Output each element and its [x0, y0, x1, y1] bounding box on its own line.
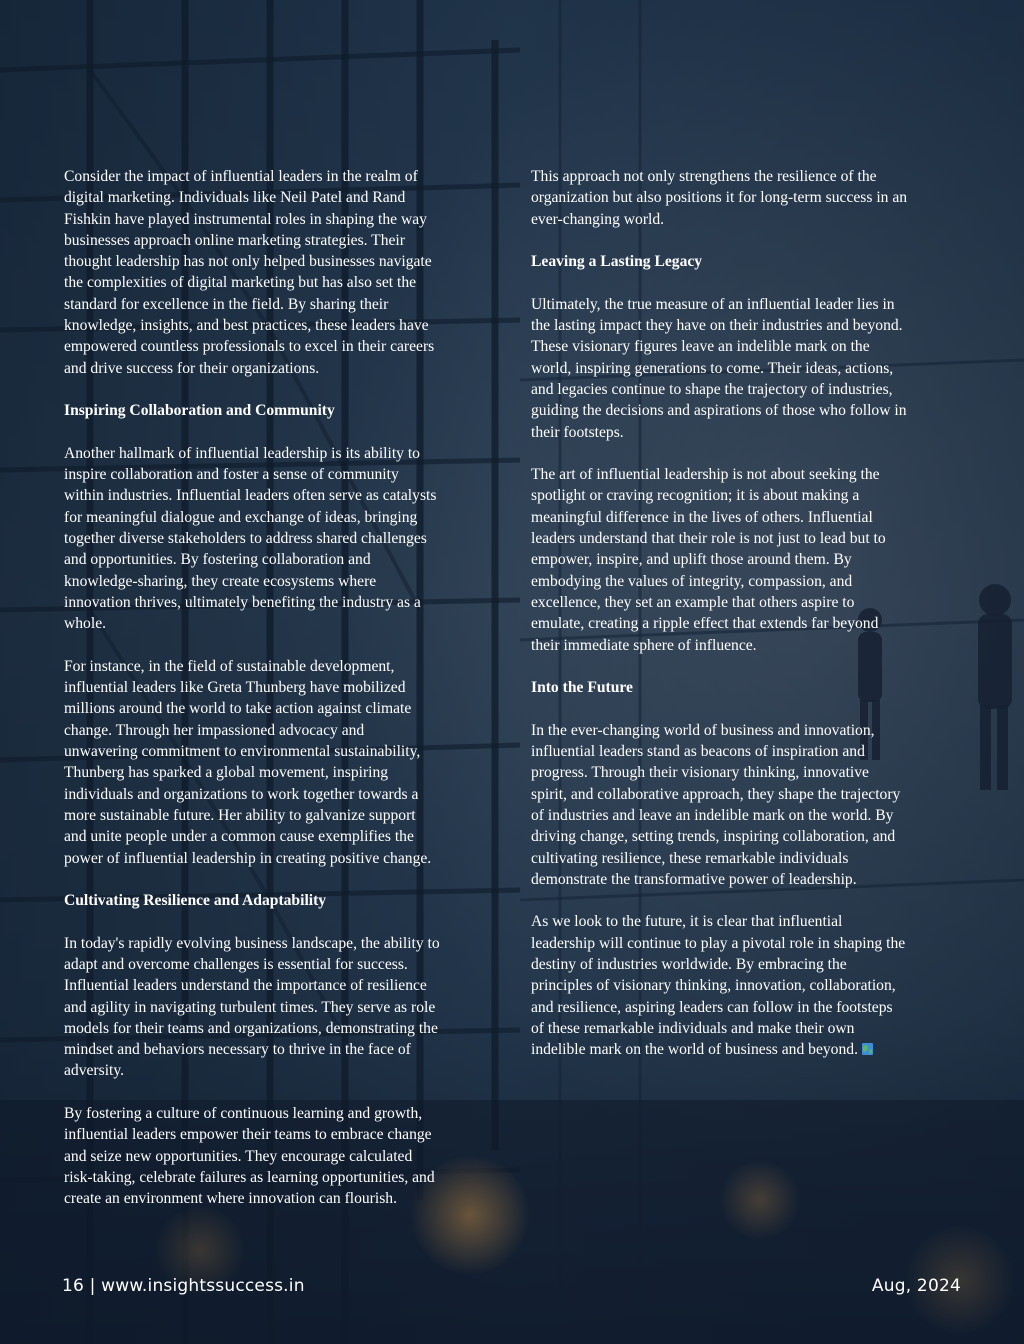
globe-emoji-icon [862, 1043, 873, 1055]
right-paragraph-3: The art of influential leadership is not about seeking the spotlight or craving recognition; it is about making a meaningful difference in the lives of others. Influential leaders understand that their role is not just to lead but to empower, inspire, and uplift those around them. By embodying the values of integrity, compassion, and excellence, they set an example that others aspire to emulate, creating a ripple effect that extends far beyond their immediate sphere of influence. [531, 466, 886, 654]
right-paragraph-2: Ultimately, the true measure of an influential leader lies in the lasting impact they have on their industries and beyond. These visionary figures leave an indelible mark on the world, inspiring generations to come. Their ideas, actions, and legacies continue to shape the trajectory of industries, guiding the decisions and aspirations of those who follow in their footsteps. [531, 295, 907, 441]
left-paragraph-4: In today's rapidly evolving business landscape, the ability to adapt and overcome challenges is essential for success. Influential leaders understand the importance of resilience and agility in navigating turbulent times. They serve as role models for their teams and organizations, demonstrating the mindset and behaviors necessary to thrive in the face of adversity. [64, 934, 440, 1080]
footer-date: Aug, 2024 [871, 1276, 961, 1296]
section-heading-collaboration: Inspiring Collaboration and Community [64, 402, 335, 420]
left-column [64, 166, 500, 1231]
footer-page-site: 16 | www.insightssuccess.in [62, 1276, 305, 1296]
section-heading-future: Into the Future [531, 679, 633, 697]
right-paragraph-1: This approach not only strengthens the resilience of the organization but also positions it for long-term success in an ever-changing world. [531, 168, 908, 228]
section-heading-resilience: Cultivating Resilience and Adaptability [64, 892, 327, 910]
left-paragraph-3: For instance, in the field of sustainable development, influential leaders like Greta Thunberg have mobilized millions around the world to take action against climate change. Through her impassioned advocacy and unwavering commitment to environmental sustainability, Thunberg has sparked a global movement, inspiring individuals and organizations to work together towards a more sustainable future. Her ability to galvanize support and unite people under a common cause exemplifies the power of influential leadership in creating positive change. [64, 657, 432, 867]
right-column [531, 166, 967, 1082]
right-paragraph-4: In the ever-changing world of business and innovation, influential leaders stand as beacons of inspiration and progress. Through their visionary thinking, innovative spirit, and collaborative approach, they shape the trajectory of industries and leave an indelible mark on the world. By driving change, setting trends, inspiring collaboration, and cultivating resilience, these remarkable individuals demonstrate the transformative power of leadership. [531, 721, 901, 888]
right-paragraph-5 [531, 911, 967, 1060]
section-heading-legacy: Leaving a Lasting Legacy [531, 253, 703, 271]
left-paragraph-2: Another hallmark of influential leadership is its ability to inspire collaboration and foster a sense of community within industries. Influential leaders often serve as catalysts for meaningful dialogue and exchange of ideas, bringing together diverse stakeholders to address shared challenges and opportunities. By fostering collaboration and knowledge-sharing, they create ecosystems where innovation thrives, ultimately benefiting the industry as a whole. [64, 444, 437, 633]
left-paragraph-1: Consider the impact of influential leaders in the realm of digital marketing. Individuals like Neil Patel and Rand Fishkin have played instrumental roles in shaping the way businesses approach online marketing strategies. Their thought leadership has not only helped businesses navigate the complexities of digital marketing but has also set the standard for excellence in the field. By sharing their knowledge, insights, and best practices, these leaders have empowered countless professionals to excel in their careers and drive success for their organizations. [64, 168, 435, 377]
right-paragraph-5-text: As we look to the future, it is clear that influential leadership will continue to play a pivotal role in shaping the destiny of industries worldwide. By embracing the principles of visionary thinking, innovation, collaboration, and resilience, aspiring leaders can follow in the footsteps of these remarkable individuals and make their own indelible mark on the world of business and beyond. [531, 913, 906, 1059]
left-paragraph-5: By fostering a culture of continuous learning and growth, influential leaders empower their teams to embrace change and seize new opportunities. They encourage calculated risk-taking, celebrate failures as learning opportunities, and create an environment where innovation can flourish. [64, 1105, 435, 1208]
